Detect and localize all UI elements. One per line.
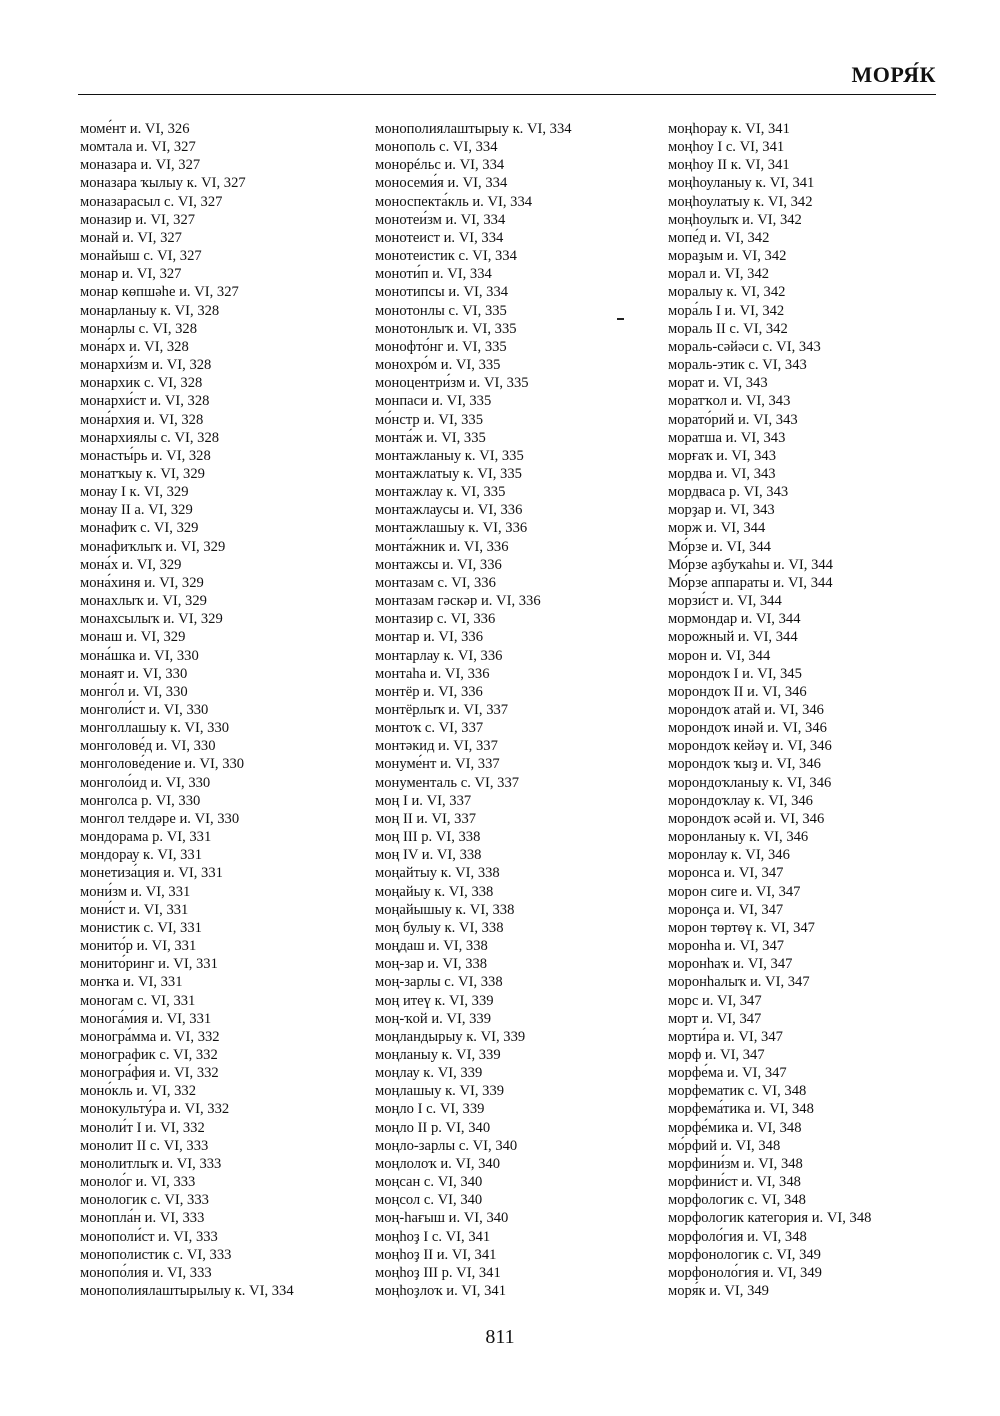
index-entry: моңһоҙлоҡ и. VI, 341	[375, 1283, 506, 1299]
index-entry: моңайыу к. VI, 338	[375, 883, 494, 900]
index-entry: моногра́фия и. VI, 332	[80, 1065, 219, 1082]
index-entry: морфе́ма и. VI, 347	[668, 1065, 787, 1082]
index-entry: мораль-сәйәси с. VI, 343	[668, 338, 821, 355]
index-entry: монголлашыу к. VI, 330	[80, 720, 230, 737]
index-entry: морондоҡ кейәү и. VI, 346	[668, 738, 832, 755]
index-entry: моноти́п и. VI, 334	[375, 266, 492, 283]
index-entry: монафиҡ с. VI, 329	[80, 520, 199, 537]
index-entry: монтәкид и. VI, 337	[375, 738, 498, 755]
index-entry: моң II и. VI, 337	[375, 810, 477, 827]
index-entry: моронҫа и. VI, 347	[668, 901, 784, 918]
index-entry: монаш и. VI, 329	[80, 629, 186, 646]
index-entry: монополиялаштырыу к. VI, 334	[375, 121, 572, 137]
index-entry: моңлолоҡ и. VI, 340	[375, 1155, 501, 1172]
index-entry: момтала и. VI, 327	[80, 139, 196, 156]
index-entry: мона́рх и. VI, 328	[80, 338, 189, 355]
index-entry: монтоҡ с. VI, 337	[375, 720, 484, 737]
index-entry: монорéльс и. VI, 334	[375, 157, 505, 174]
index-entry: монотипсы и. VI, 334	[375, 284, 509, 301]
page-number: 811	[485, 1326, 515, 1348]
index-entry: морҙар и. VI, 343	[668, 502, 775, 519]
index-entry: мораҙым и. VI, 342	[668, 248, 787, 265]
index-entry: морғаҡ и. VI, 343	[668, 447, 776, 464]
index-entry: моңсол с. VI, 340	[375, 1192, 483, 1209]
index-entry: моңлау к. VI, 339	[375, 1065, 483, 1082]
index-entry: моралыу к. VI, 342	[668, 284, 786, 301]
index-entry: монголи́ст и. VI, 330	[80, 702, 209, 718]
index-entry: монолит II с. VI, 333	[80, 1137, 209, 1154]
index-entry: морон сиге и. VI, 347	[668, 883, 801, 900]
index-entry: морон төртөү к. VI, 347	[668, 919, 815, 936]
index-entry: монар и. VI, 327	[80, 266, 182, 283]
index-entry: монополистик с. VI, 333	[80, 1246, 232, 1263]
index-entry: морф и. VI, 347	[668, 1046, 765, 1063]
index-entry: монаят и. VI, 330	[80, 665, 188, 682]
index-entry: моңһоу I с. VI, 341	[668, 139, 785, 156]
index-entry: монголове́д и. VI, 330	[80, 738, 216, 755]
index-entry: моноцентри́зм и. VI, 335	[375, 375, 529, 392]
index-entry: монополи́ст и. VI, 333	[80, 1228, 218, 1245]
index-entry: монта́ж и. VI, 335	[375, 429, 486, 446]
index-entry: монтёрлыҡ и. VI, 337	[375, 702, 509, 718]
index-entry: монуме́нт и. VI, 337	[375, 756, 500, 773]
index-entry: мо́нстр и. VI, 335	[375, 411, 484, 428]
index-entry: моң I и. VI, 337	[375, 792, 472, 809]
index-entry: морондоҡ II и. VI, 346	[668, 683, 807, 700]
index-entry: монотеистик с. VI, 334	[375, 248, 517, 265]
index-entry: мордва и. VI, 343	[668, 465, 776, 482]
index-entry: моңайтыу к. VI, 338	[375, 865, 500, 882]
index-entry: моң III р. VI, 338	[375, 829, 481, 846]
index-entry: морондоҡ I и. VI, 345	[668, 665, 802, 682]
index-column-1	[80, 120, 294, 1300]
index-entry: монито́ринг и. VI, 331	[80, 956, 218, 973]
index-entry: монгол телдәре и. VI, 330	[80, 810, 240, 827]
index-entry: морфологик с. VI, 348	[668, 1192, 806, 1209]
index-entry: монау II а. VI, 329	[80, 502, 193, 519]
index-entry: моң булыу к. VI, 338	[375, 919, 504, 936]
index-entry: моноло́г и. VI, 333	[80, 1174, 196, 1191]
index-entry: морфини́зм и. VI, 348	[668, 1155, 803, 1172]
index-entry: монога́мия и. VI, 331	[80, 1010, 212, 1027]
index-entry: моронһалыҡ и. VI, 347	[668, 974, 810, 991]
index-entry: моңлашыу к. VI, 339	[375, 1083, 505, 1100]
index-column-2	[375, 120, 572, 1300]
index-entry: монополь с. VI, 334	[375, 139, 498, 156]
index-entry: мони́ст и. VI, 331	[80, 901, 189, 918]
index-entry: морфоноло́гия и. VI, 349	[668, 1264, 822, 1281]
index-entry: морондоҡ әсәй и. VI, 346	[668, 810, 825, 827]
index-entry: монголо́ид и. VI, 330	[80, 774, 211, 791]
index-entry: Мо́рзе и. VI, 344	[668, 538, 771, 555]
index-entry: монографик с. VI, 332	[80, 1046, 218, 1063]
index-entry: морж и. VI, 344	[668, 520, 766, 537]
index-entry: моң-зарлы с. VI, 338	[375, 974, 503, 991]
index-entry: морфоло́гия и. VI, 348	[668, 1228, 807, 1245]
index-entry: морондоҡлау к. VI, 346	[668, 792, 813, 809]
index-entry: монар көпшәһе и. VI, 327	[80, 284, 239, 301]
index-entry: Мо́рзе аппараты и. VI, 344	[668, 574, 833, 591]
index-entry: монопла́н и. VI, 333	[80, 1210, 205, 1227]
index-entry: монтар и. VI, 336	[375, 629, 484, 646]
index-entry: монго́л и. VI, 330	[80, 683, 188, 700]
index-entry: моңһоҙ II и. VI, 341	[375, 1246, 497, 1263]
index-entry: мони́зм и. VI, 331	[80, 883, 191, 900]
index-entry: моронса и. VI, 347	[668, 865, 784, 882]
index-entry: морти́ра и. VI, 347	[668, 1028, 783, 1045]
index-entry: моңһоулыҡ и. VI, 342	[668, 211, 802, 228]
index-entry: монументаль с. VI, 337	[375, 774, 520, 791]
index-entry: моназара ҡылыу к. VI, 327	[80, 175, 246, 192]
index-entry: монополиялаштырылыу к. VI, 334	[80, 1283, 294, 1299]
index-entry: морфематик с. VI, 348	[668, 1083, 807, 1100]
index-entry: моңло-зарлы с. VI, 340	[375, 1137, 518, 1154]
index-entry: монтазам с. VI, 336	[375, 574, 496, 591]
index-entry: монахлыҡ и. VI, 329	[80, 593, 207, 610]
index-entry: моноли́т I и. VI, 332	[80, 1119, 205, 1136]
index-entry: монасты́рь и. VI, 328	[80, 447, 211, 464]
index-entry: монетиза́ция и. VI, 331	[80, 865, 223, 882]
index-entry: моң-зар и. VI, 338	[375, 956, 488, 973]
index-entry: моңдаш и. VI, 338	[375, 938, 488, 955]
index-entry: монау I к. VI, 329	[80, 484, 189, 501]
index-entry: моң-һағыш и. VI, 340	[375, 1210, 509, 1227]
index-entry: монтарлау к. VI, 336	[375, 647, 503, 664]
index-column-3	[668, 120, 871, 1300]
index-entry: моңсан с. VI, 340	[375, 1174, 483, 1191]
index-entry: монтажлаусы и. VI, 336	[375, 502, 523, 519]
index-entry: моң итеү к. VI, 339	[375, 992, 494, 1009]
index-entry: моронһа и. VI, 347	[668, 938, 785, 955]
index-entry: моңһоҙ I с. VI, 341	[375, 1228, 491, 1245]
index-entry: морс и. VI, 347	[668, 992, 762, 1009]
index-entry: монологик с. VI, 333	[80, 1192, 209, 1209]
index-entry: монолитлыҡ и. VI, 333	[80, 1155, 222, 1172]
index-entry: монито́р и. VI, 331	[80, 938, 197, 955]
index-entry: монголове́дение и. VI, 330	[80, 756, 245, 773]
index-entry: монотонлыҡ и. VI, 335	[375, 320, 517, 337]
index-entry: моңайышыу к. VI, 338	[375, 901, 515, 918]
index-entry: моногам с. VI, 331	[80, 992, 196, 1009]
index-entry: мора́ль I и. VI, 342	[668, 302, 785, 319]
index-entry: Мо́рзе аҙбуҡаһы и. VI, 344	[668, 556, 833, 573]
index-entry: монофто́нг и. VI, 335	[375, 338, 507, 355]
index-entry: морфини́ст и. VI, 348	[668, 1174, 801, 1191]
index-entry: моно́кль и. VI, 332	[80, 1083, 197, 1100]
index-entry: мондорау к. VI, 331	[80, 847, 203, 864]
index-entry: монотонлы с. VI, 335	[375, 302, 507, 319]
index-entry: моногра́мма и. VI, 332	[80, 1028, 220, 1045]
index-entry: моратша и. VI, 343	[668, 429, 786, 446]
index-entry: монтаһа и. VI, 336	[375, 665, 490, 682]
index-entry: моңһоу II к. VI, 341	[668, 157, 790, 174]
index-entry: монтёр и. VI, 336	[375, 683, 483, 700]
index-entry: мона́шка и. VI, 330	[80, 647, 199, 664]
index-entry: моңло I с. VI, 339	[375, 1101, 485, 1118]
index-entry: морзи́ст и. VI, 344	[668, 593, 782, 610]
index-entry: монтажлау к. VI, 335	[375, 484, 506, 501]
index-entry: моноспекта́кль и. VI, 334	[375, 193, 533, 210]
index-entry: монайыш с. VI, 327	[80, 248, 202, 265]
index-entry: мона́хиня и. VI, 329	[80, 574, 204, 591]
index-entry: монархи́ст и. VI, 328	[80, 393, 210, 410]
index-entry: монтажланыу к. VI, 335	[375, 447, 524, 464]
index-entry: морат и. VI, 343	[668, 375, 768, 392]
running-header	[78, 62, 936, 96]
index-entry: монтажсы и. VI, 336	[375, 556, 502, 573]
index-entry: монопо́лия и. VI, 333	[80, 1264, 212, 1281]
header-guide-word: МОРЯ́К	[851, 62, 936, 87]
index-entry: монархи́зм и. VI, 328	[80, 357, 212, 374]
index-entry: моңло II р. VI, 340	[375, 1119, 491, 1136]
index-entry: монистик с. VI, 331	[80, 919, 202, 936]
index-entry: моря́к и. VI, 349	[668, 1283, 769, 1299]
index-entry: морондоҡ ҡыҙ и. VI, 346	[668, 756, 821, 773]
index-entry: монархик с. VI, 328	[80, 375, 203, 392]
index-entry: морфологик категория и. VI, 348	[668, 1210, 872, 1227]
index-entry: мона́х и. VI, 329	[80, 556, 182, 573]
index-entry: морондоҡланыу к. VI, 346	[668, 774, 832, 791]
index-entry: моңһорау к. VI, 341	[668, 121, 790, 137]
index-entry: моңһоҙ III р. VI, 341	[375, 1264, 501, 1281]
index-entry: морфема́тика и. VI, 348	[668, 1101, 814, 1118]
header-rule	[78, 94, 936, 95]
index-entry: монтажлашыу к. VI, 336	[375, 520, 528, 537]
index-entry: моңһоулатыу к. VI, 342	[668, 193, 813, 210]
stray-mark	[617, 318, 624, 320]
index-entry: мондорама р. VI, 331	[80, 829, 212, 846]
index-entry: мо́рфий и. VI, 348	[668, 1137, 781, 1154]
index-entry: морон и. VI, 344	[668, 647, 771, 664]
index-entry: монарланыу к. VI, 328	[80, 302, 220, 319]
index-entry: монатҡыу к. VI, 329	[80, 465, 205, 482]
index-entry: монотеист и. VI, 334	[375, 229, 504, 246]
index-entry: монохро́м и. VI, 335	[375, 357, 501, 374]
index-entry: монай и. VI, 327	[80, 229, 182, 246]
index-entry: морондоҡ атай и. VI, 346	[668, 702, 824, 718]
index-entry: моназир и. VI, 327	[80, 211, 196, 228]
index-entry: мордваса р. VI, 343	[668, 484, 789, 501]
index-entry: морожный и. VI, 344	[668, 629, 798, 646]
index-entry: монарлы с. VI, 328	[80, 320, 198, 337]
index-entry: мораль II с. VI, 342	[668, 320, 788, 337]
index-entry: монта́жник и. VI, 336	[375, 538, 509, 555]
index-entry: монтазам гәскәр и. VI, 336	[375, 593, 541, 610]
index-entry: монҡа и. VI, 331	[80, 974, 183, 991]
index-entry: монахсылыҡ и. VI, 329	[80, 611, 223, 628]
index-entry: морфонологик с. VI, 349	[668, 1246, 821, 1263]
index-entry: мораль-этик с. VI, 343	[668, 357, 807, 374]
index-entry: моңһоуланыу к. VI, 341	[668, 175, 815, 192]
index-entry: монтажлатыу к. VI, 335	[375, 465, 522, 482]
index-entry: монархиялы с. VI, 328	[80, 429, 220, 446]
index-entry: морондоҡ инәй и. VI, 346	[668, 720, 827, 737]
index-entry: морт и. VI, 347	[668, 1010, 762, 1027]
index-entry: монпаси и. VI, 335	[375, 393, 492, 410]
index-entry: моңланыу к. VI, 339	[375, 1046, 501, 1063]
index-entry: моме́нт и. VI, 326	[80, 121, 190, 137]
index-entry: моназарасыл с. VI, 327	[80, 193, 223, 210]
index-entry: моронланыу к. VI, 346	[668, 829, 809, 846]
index-entry: монголса р. VI, 330	[80, 792, 201, 809]
index-entry: моронлау к. VI, 346	[668, 847, 790, 864]
index-entry: моратҡол и. VI, 343	[668, 393, 791, 410]
index-entry: моносеми́я и. VI, 334	[375, 175, 508, 192]
index-entry: монотеи́зм и. VI, 334	[375, 211, 506, 228]
index-entry: морато́рий и. VI, 343	[668, 411, 798, 428]
index-entry: мопе́д и. VI, 342	[668, 229, 770, 246]
index-entry: морфе́мика и. VI, 348	[668, 1119, 802, 1136]
index-entry: монафиҡлыҡ и. VI, 329	[80, 538, 226, 555]
index-entry: монокульту́ра и. VI, 332	[80, 1101, 230, 1118]
index-entry: мона́рхия и. VI, 328	[80, 411, 204, 428]
index-entry: моңландырыу к. VI, 339	[375, 1028, 526, 1045]
index-entry: монтазир с. VI, 336	[375, 611, 496, 628]
index-entry: моназара и. VI, 327	[80, 157, 201, 174]
index-entry: моң IV и. VI, 338	[375, 847, 482, 864]
index-entry: морал и. VI, 342	[668, 266, 770, 283]
index-entry: мормондар и. VI, 344	[668, 611, 801, 628]
index-entry: моң-ҡой и. VI, 339	[375, 1010, 492, 1027]
index-entry: моронһаҡ и. VI, 347	[668, 956, 793, 973]
